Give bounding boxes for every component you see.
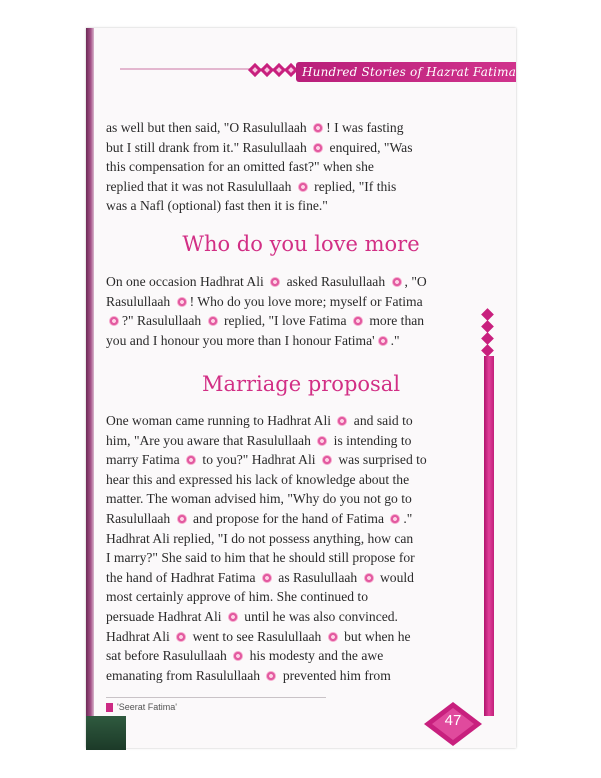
marriage-line xyxy=(106,470,496,490)
marriage-line xyxy=(106,666,496,686)
love-line xyxy=(106,272,496,292)
text-segment: was a Nafl (optional) fast then it is fine." xyxy=(106,198,328,214)
text-segment: Rasulullaah xyxy=(106,510,174,526)
text-segment: replied, "If this xyxy=(310,178,397,194)
text-segment: ." xyxy=(403,510,413,526)
text-segment: replied that it was not Rasulullaah xyxy=(106,178,295,194)
marriage-line xyxy=(106,509,496,529)
continuation-line xyxy=(106,157,496,177)
text-segment: him, "Are you aware that Rasulullaah xyxy=(106,432,315,448)
rose-honorific-icon xyxy=(262,573,272,583)
text-segment: but when he xyxy=(340,628,411,644)
text-segment: Hadhrat Ali xyxy=(106,628,174,644)
text-segment: ! Who do you love more; myself or Fatima xyxy=(189,293,423,309)
marriage-line xyxy=(106,431,496,451)
continuation-line xyxy=(106,196,496,216)
book-cover-edge xyxy=(86,716,126,750)
text-segment: until he was also convinced. xyxy=(240,608,398,624)
rose-honorific-icon xyxy=(337,416,347,426)
text-segment: more than xyxy=(365,313,425,329)
text-segment: replied, "I love Fatima xyxy=(220,313,350,329)
rose-honorific-icon xyxy=(177,297,187,307)
footnote-text: 'Seerat Fatima' xyxy=(117,702,177,712)
paragraph-marriage xyxy=(106,411,496,685)
rose-honorific-icon xyxy=(109,316,119,326)
text-segment: ." xyxy=(390,332,400,348)
marriage-line xyxy=(106,568,496,588)
rose-honorific-icon xyxy=(176,632,186,642)
rose-honorific-icon xyxy=(317,436,327,446)
text-segment: you and I honour you more than I honour Fatima' xyxy=(106,332,375,348)
rose-honorific-icon xyxy=(233,651,243,661)
text-segment: as well but then said, "O Rasulullaah xyxy=(106,120,311,135)
text-segment: went to see Rasulullaah xyxy=(189,628,325,644)
marriage-line xyxy=(106,548,496,568)
text-segment: sat before Rasulullaah xyxy=(106,648,231,664)
text-segment: I marry?" She said to him that he should still propose for xyxy=(106,550,415,566)
marriage-line xyxy=(106,489,496,509)
text-segment: the hand of Hadhrat Fatima xyxy=(106,569,259,585)
paragraph-love xyxy=(106,272,496,350)
continuation-line xyxy=(106,118,496,138)
continuation-line xyxy=(106,177,496,197)
section-heading-marriage: Marriage proposal xyxy=(201,372,401,396)
running-header-title: Hundred Stories of Hazrat Fatima xyxy=(302,65,517,79)
rose-honorific-icon xyxy=(353,316,363,326)
book-spine xyxy=(86,28,94,748)
text-segment: On one occasion Hadhrat Ali xyxy=(106,274,268,289)
page-number: 47 xyxy=(444,712,462,729)
rose-honorific-icon xyxy=(177,514,187,524)
text-segment: Hadhrat Ali replied, "I do not possess anything, how can xyxy=(106,530,414,546)
text-segment: ! I was fasting xyxy=(326,120,404,135)
marriage-line xyxy=(106,411,496,431)
marriage-line xyxy=(106,607,496,627)
text-segment: emanating from Rasulullaah xyxy=(106,667,264,683)
marriage-line xyxy=(106,646,496,666)
text-segment: One woman came running to Hadhrat Ali xyxy=(106,413,335,428)
rose-honorific-icon xyxy=(298,182,308,192)
love-line xyxy=(106,311,496,331)
text-segment: this compensation for an omitted fast?" when she xyxy=(106,159,374,175)
text-segment: , "O xyxy=(404,274,427,289)
footnote-rule xyxy=(106,697,326,698)
rose-honorific-icon xyxy=(313,143,323,153)
rose-honorific-icon xyxy=(364,573,374,583)
text-segment: most certainly approve of him. She continued to xyxy=(106,589,368,605)
text-segment: as Rasulullaah xyxy=(274,569,361,585)
text-segment: is intending to xyxy=(330,432,412,448)
text-segment: and propose for the hand of Fatima xyxy=(189,510,388,526)
marriage-line xyxy=(106,450,496,470)
section-heading-love: Who do you love more xyxy=(182,232,420,256)
rose-honorific-icon xyxy=(228,612,238,622)
rose-honorific-icon xyxy=(208,316,218,326)
text-segment: hear this and expressed his lack of knowledge about the xyxy=(106,471,410,487)
text-segment: enquired, "Was xyxy=(326,139,413,155)
text-segment: Rasulullaah xyxy=(106,293,174,309)
text-segment: his modesty and the awe xyxy=(246,648,384,664)
text-segment: would xyxy=(376,569,414,585)
love-line xyxy=(106,292,496,312)
text-segment: marry Fatima xyxy=(106,452,184,468)
rose-honorific-icon xyxy=(390,514,400,524)
text-segment: asked Rasulullaah xyxy=(283,274,389,289)
text-segment: to you?" Hadhrat Ali xyxy=(199,452,319,468)
marriage-line xyxy=(106,627,496,647)
rose-honorific-icon xyxy=(186,455,196,465)
rose-honorific-icon xyxy=(322,455,332,465)
text-segment: matter. The woman advised him, "Why do you not go to xyxy=(106,491,412,507)
rose-honorific-icon xyxy=(392,277,402,287)
text-segment: prevented him from xyxy=(279,667,391,683)
rose-honorific-icon xyxy=(328,632,338,642)
footnote-marker-icon xyxy=(106,703,113,712)
header-ornament-icon xyxy=(246,56,302,84)
marriage-line xyxy=(106,529,496,549)
continuation-line xyxy=(106,138,496,158)
rose-honorific-icon xyxy=(378,336,388,346)
love-line xyxy=(106,331,496,351)
side-accent-bar xyxy=(484,356,494,716)
paragraph-continuation xyxy=(106,118,496,216)
text-segment: persuade Hadhrat Ali xyxy=(106,608,225,624)
text-segment: was surprised to xyxy=(334,452,427,468)
rose-honorific-icon xyxy=(270,277,280,287)
text-segment: but I still drank from it." Rasulullaah xyxy=(106,139,311,155)
text-segment: and said to xyxy=(350,413,413,428)
rose-honorific-icon xyxy=(266,671,276,681)
rose-honorific-icon xyxy=(313,123,323,133)
marriage-line xyxy=(106,587,496,607)
text-segment: ?" Rasulullaah xyxy=(122,313,205,329)
